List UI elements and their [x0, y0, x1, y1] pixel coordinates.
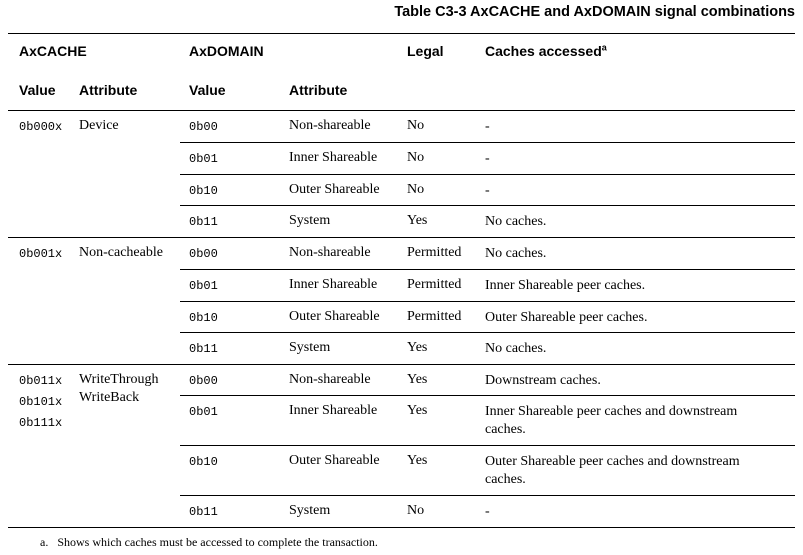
- caches-accessed-value: Outer Shareable peer caches.: [485, 310, 648, 325]
- caches-accessed-value: No caches.: [485, 246, 547, 261]
- legal-value: Yes: [407, 453, 428, 468]
- axdomain-value: 0b10: [189, 455, 218, 469]
- caches-accessed-value: -: [485, 151, 490, 166]
- axcache-attribute: Non-cacheable: [79, 245, 163, 260]
- row-rule: [180, 395, 795, 396]
- axdomain-attribute: Non-shareable: [289, 118, 371, 133]
- header-axcache: AxCACHE: [19, 43, 87, 59]
- axdomain-value: 0b11: [189, 505, 218, 519]
- footnote-marker: a.: [40, 535, 49, 549]
- caches-accessed-value: No caches.: [485, 214, 547, 229]
- axdomain-attribute: Inner Shareable: [289, 403, 378, 418]
- legal-value: Yes: [407, 403, 428, 418]
- axdomain-attribute: System: [289, 503, 331, 518]
- row-rule: [180, 301, 795, 302]
- legal-value: Yes: [407, 213, 428, 228]
- group-rule: [8, 364, 795, 365]
- axcache-value: 0b101x: [19, 395, 63, 409]
- row-rule: [180, 269, 795, 270]
- axcache-value: 0b000x: [19, 120, 63, 134]
- row-rule: [180, 174, 795, 175]
- caches-accessed-value: Outer Shareable peer caches and downstream caches.: [485, 454, 740, 487]
- axdomain-attribute: System: [289, 213, 331, 228]
- header-axcache-attribute: Attribute: [79, 82, 138, 98]
- header-caches-accessed: [485, 43, 607, 59]
- axdomain-attribute: Non-shareable: [289, 372, 371, 387]
- header-axcache-value: Value: [19, 82, 56, 98]
- header-caches-accessed-label: Caches accessed: [485, 43, 602, 59]
- axdomain-attribute: Non-shareable: [289, 245, 371, 260]
- axdomain-value: 0b01: [189, 405, 218, 419]
- axdomain-attribute: Inner Shareable: [289, 150, 378, 165]
- legal-value: Yes: [407, 340, 428, 355]
- axdomain-value: 0b00: [189, 374, 218, 388]
- header-axdomain-value: Value: [189, 82, 226, 98]
- caches-accessed-value: Downstream caches.: [485, 373, 601, 388]
- axcache-value: 0b111x: [19, 416, 63, 430]
- caches-accessed-value: Inner Shareable peer caches and downstream caches.: [485, 404, 738, 437]
- axdomain-value: 0b11: [189, 342, 218, 356]
- legal-value: Permitted: [407, 277, 462, 292]
- legal-value: No: [407, 182, 425, 197]
- axdomain-attribute: Outer Shareable: [289, 453, 380, 468]
- axdomain-value: 0b10: [189, 184, 218, 198]
- axdomain-value: 0b10: [189, 311, 218, 325]
- legal-value: Permitted: [407, 309, 462, 324]
- group-rule: [8, 237, 795, 238]
- footnote-marker-ref: a: [601, 42, 607, 53]
- caches-accessed-value: Inner Shareable peer caches.: [485, 278, 646, 293]
- axdomain-attribute: System: [289, 340, 331, 355]
- row-rule: [180, 332, 795, 333]
- axdomain-value: 0b00: [189, 120, 218, 134]
- legal-value: Yes: [407, 372, 428, 387]
- footnote-text: Shows which caches must be accessed to complete the transaction.: [57, 535, 378, 549]
- axdomain-attribute: Outer Shareable: [289, 309, 380, 324]
- axdomain-value: 0b00: [189, 247, 218, 261]
- header-legal: Legal: [407, 43, 444, 59]
- legal-value: No: [407, 118, 425, 133]
- row-rule: [180, 205, 795, 206]
- header-axdomain-attribute: Attribute: [289, 82, 348, 98]
- axcache-value: 0b011x: [19, 374, 63, 388]
- table-title: Table C3-3 AxCACHE and AxDOMAIN signal combinations: [394, 4, 795, 20]
- axdomain-attribute: Inner Shareable: [289, 277, 378, 292]
- axdomain-value: 0b11: [189, 215, 218, 229]
- header-axdomain: AxDOMAIN: [189, 43, 264, 59]
- axcache-attribute: WriteThrough: [79, 372, 159, 387]
- legal-value: No: [407, 150, 425, 165]
- footnote: [40, 535, 378, 550]
- caches-accessed-value: -: [485, 119, 490, 134]
- row-rule: [180, 445, 795, 446]
- legal-value: Permitted: [407, 245, 462, 260]
- legal-value: No: [407, 503, 425, 518]
- top-rule: [8, 33, 795, 34]
- axcache-attribute: WriteBack: [79, 390, 140, 405]
- axcache-value: 0b001x: [19, 247, 63, 261]
- axcache-attribute: Device: [79, 118, 119, 133]
- axdomain-value: 0b01: [189, 152, 218, 166]
- row-rule: [180, 495, 795, 496]
- bottom-rule: [8, 527, 795, 528]
- caches-accessed-value: No caches.: [485, 341, 547, 356]
- caches-accessed-value: -: [485, 504, 490, 519]
- row-rule: [180, 142, 795, 143]
- header-rule: [8, 110, 795, 111]
- axdomain-attribute: Outer Shareable: [289, 182, 380, 197]
- axdomain-value: 0b01: [189, 279, 218, 293]
- caches-accessed-value: -: [485, 183, 490, 198]
